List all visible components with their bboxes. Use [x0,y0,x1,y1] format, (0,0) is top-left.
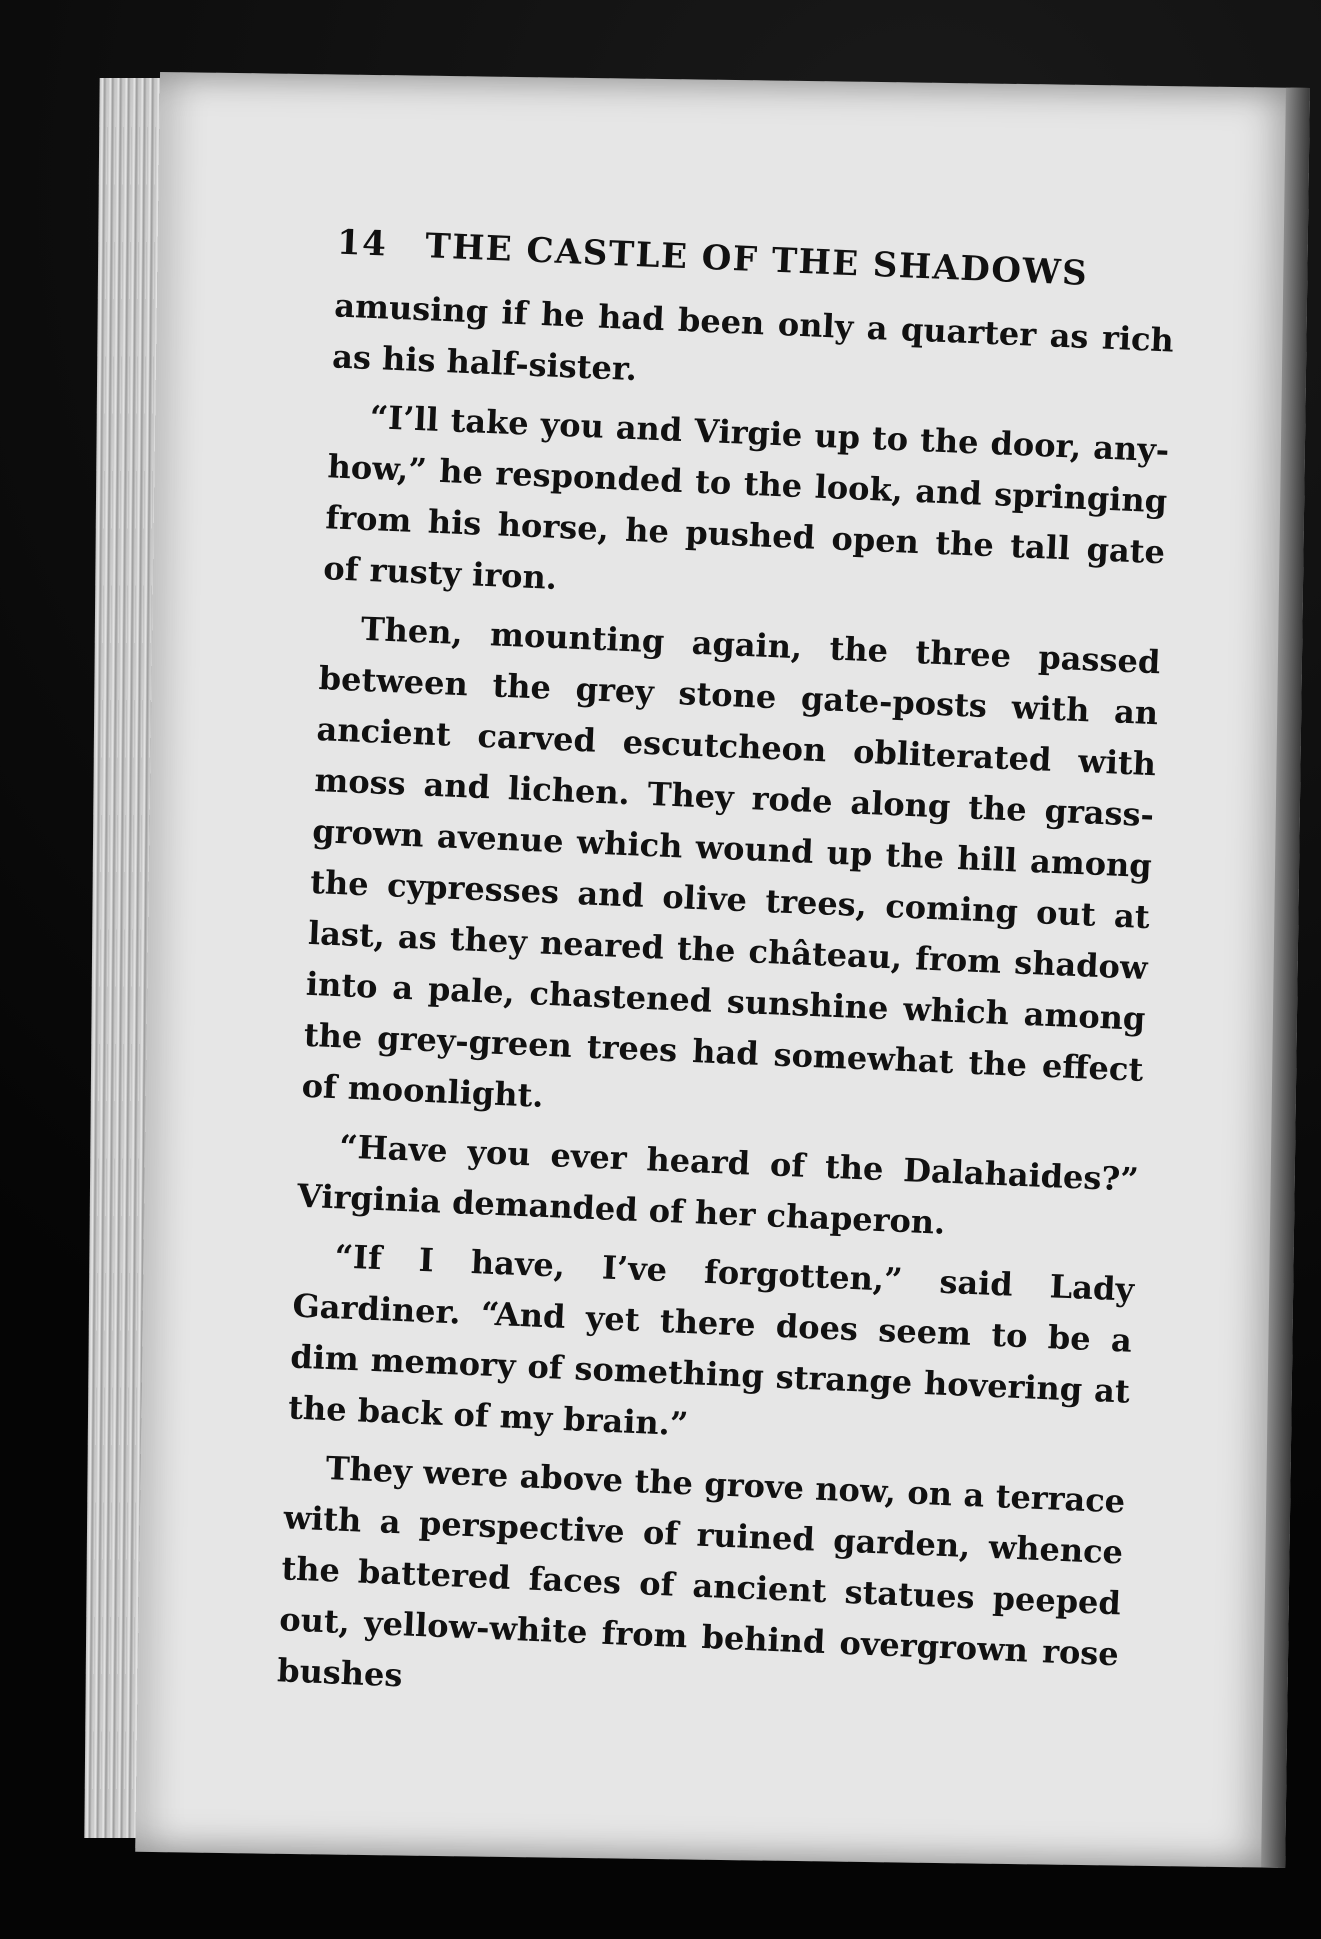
running-title: THE CASTLE OF THE SHADOWS [424,226,1089,294]
paragraph-1: amusing if he had been only a quarter as rich as his half-sister. [331,286,1175,389]
paragraph-4: “Have you ever heard of the Dalahaides?” Virginia demanded of her chaperon. [296,1127,1140,1242]
page-text-block [276,222,1177,1739]
page-number: 14 [336,222,389,265]
paragraph-6: They were above the grove now, on a terrace with a perspective of ruined garden, whence the battered faces of ancient statues peeped out, yellow-white from behind overgrown rose bushes [276,1449,1126,1695]
book-page [135,72,1310,1868]
paragraph-2: “I’ll take you and Virgie up to the door, any-how,” he responded to the look, and springing from his horse, he pushed open the tall gate of rusty iron. [322,397,1170,597]
paragraph-3: Then, mounting again, the three passed between the grey stone gate-posts with an ancient carved escutcheon obliterated with moss and lichen. They rode along the grass-grown avenue which wound up the hill among the cypresses and olive trees, coming out at last, as they neared the château, from shadow into a pale, chastened sunshine which among the grey-green trees had somewhat the effect of moonlight. [300,609,1162,1115]
paragraph-5: “If I have, I’ve forgotten,” said Lady Gardiner. “And yet there does seem to be a dim memory of something strange hovering at the back of my brain.” [287,1237,1135,1444]
